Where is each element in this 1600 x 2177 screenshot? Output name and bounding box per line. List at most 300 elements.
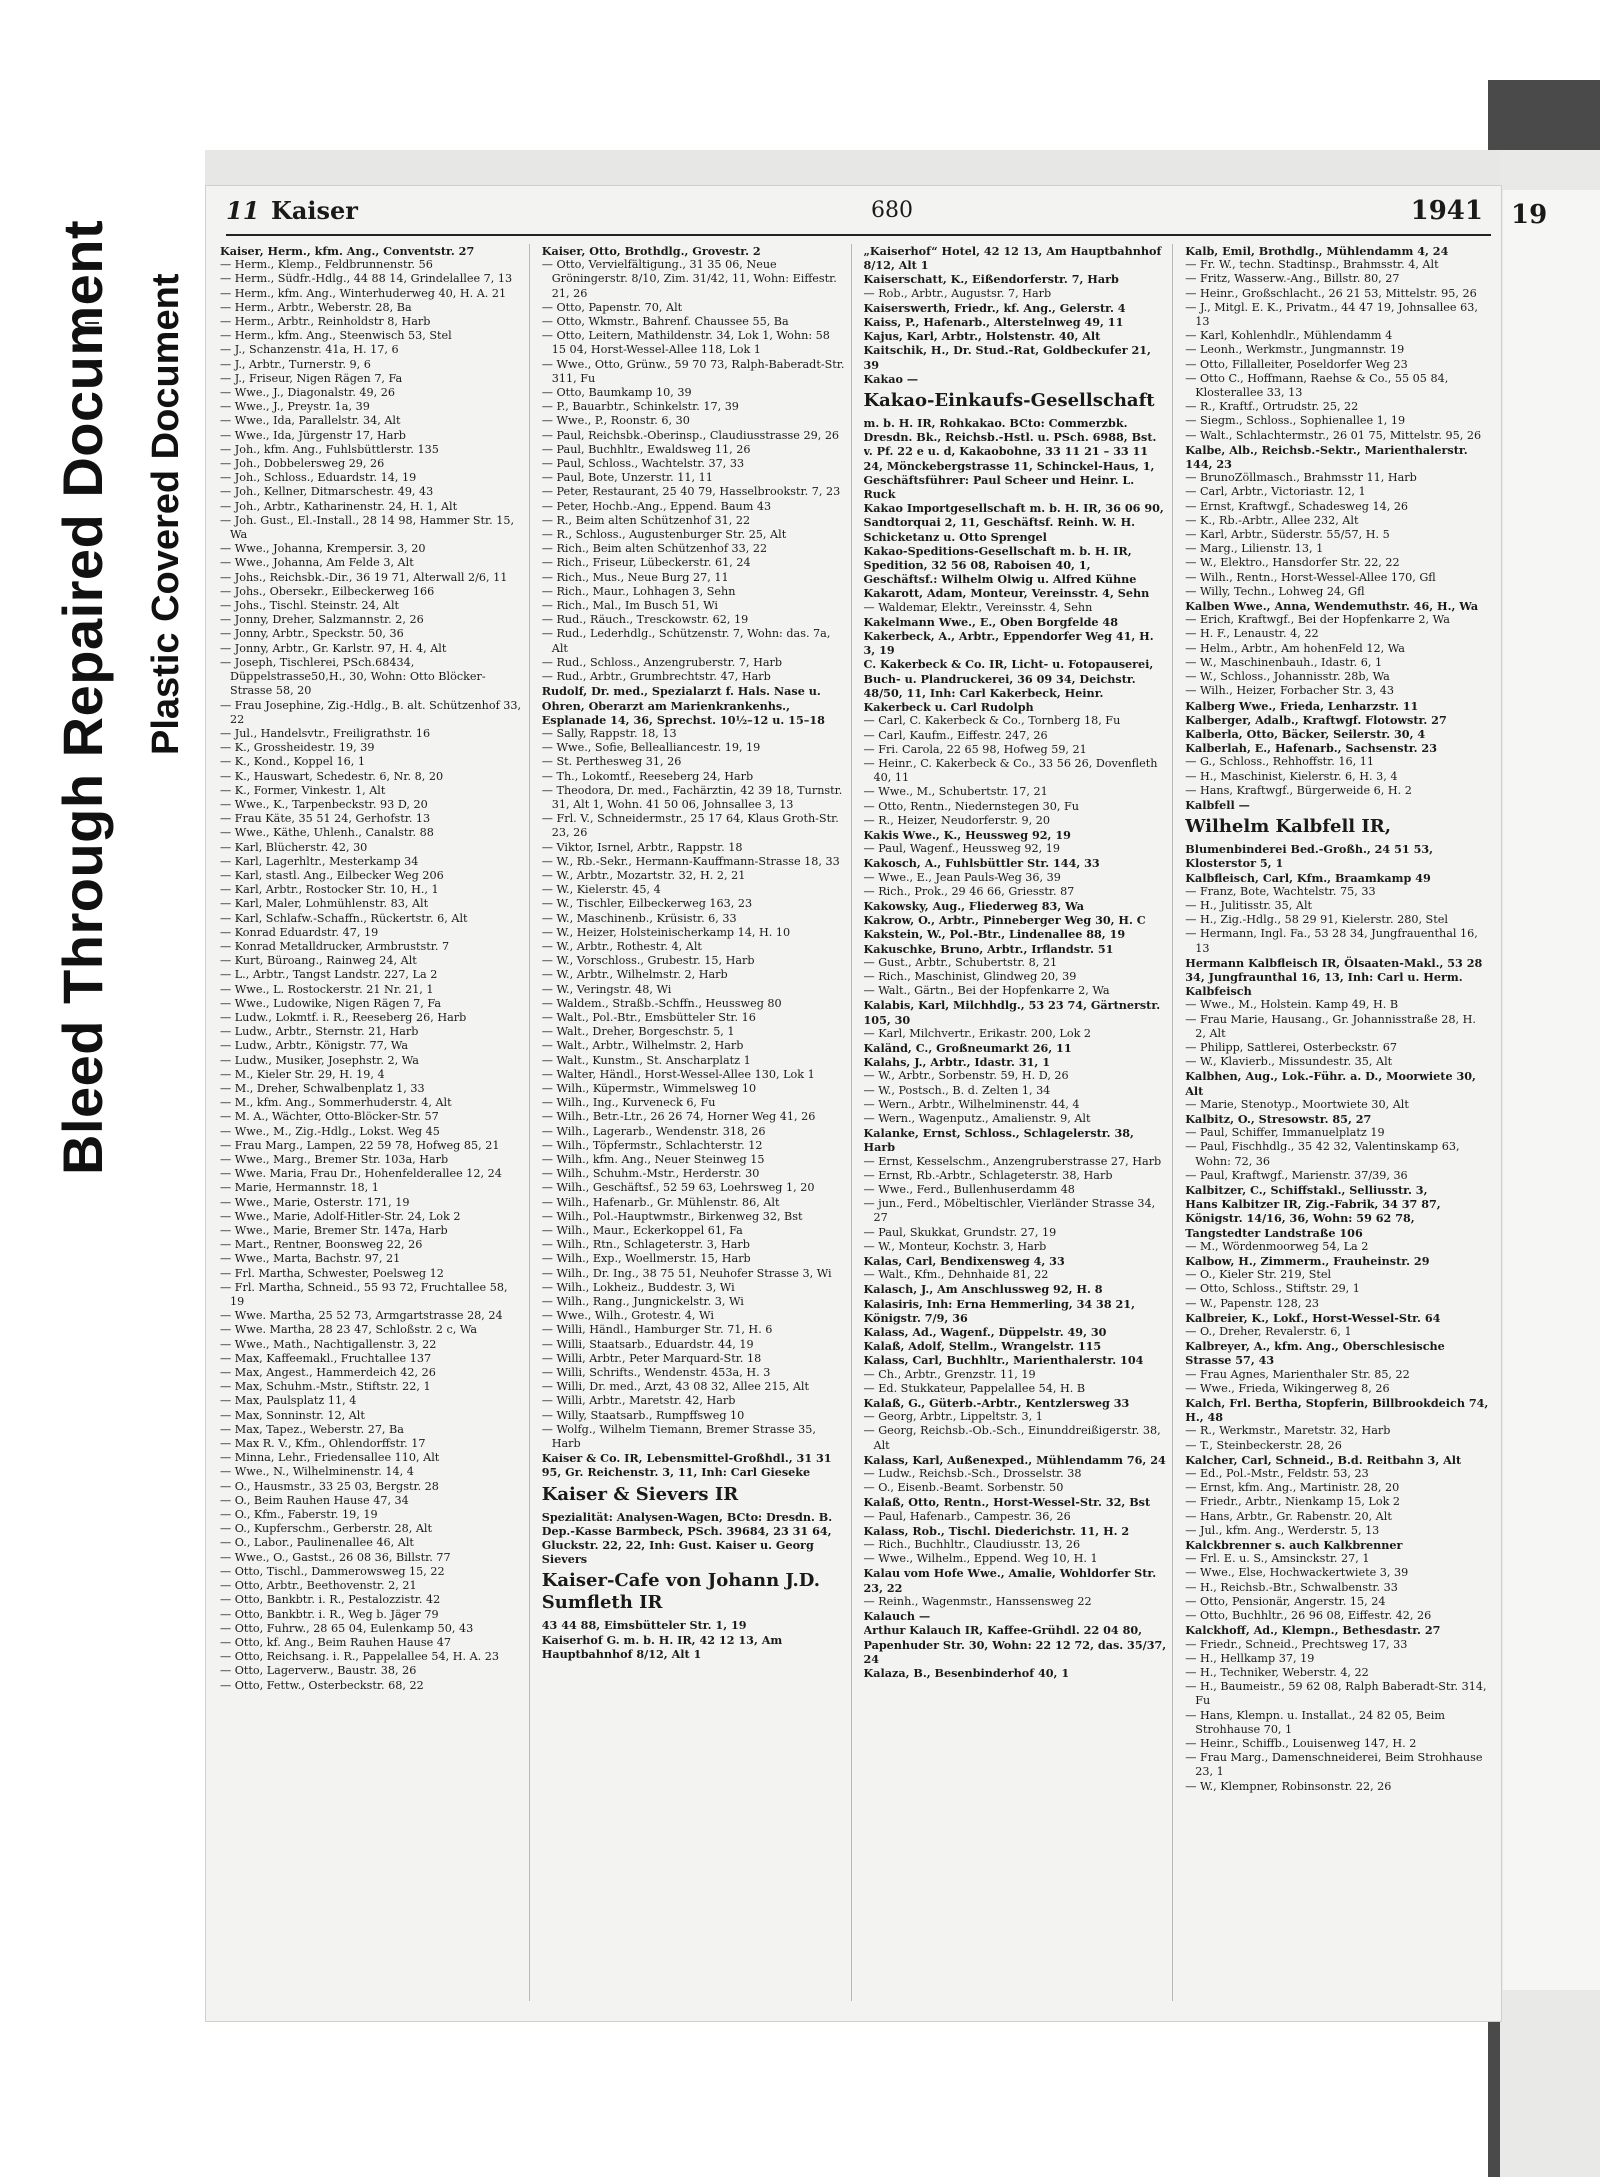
directory-entry: Kalbow, H., Zimmerm., Frauheinstr. 29 — [1185, 1254, 1430, 1269]
directory-entry: — Wilh., kfm. Ang., Neuer Steinweg 15 — [541, 1153, 765, 1166]
directory-columns — [220, 244, 1495, 2001]
directory-entry: — Ludw., Reichsb.-Sch., Drosselstr. 38 — [863, 1467, 1082, 1481]
directory-entry: — L., Arbtr., Tangst Landstr. 227, La 2 — [220, 968, 438, 982]
directory-entry: — Otto, Bankbtr. i. R., Pestalozzistr. 42 — [220, 1593, 441, 1607]
directory-entry: — Walt., Dreher, Borgeschstr. 5, 1 — [541, 1025, 735, 1039]
directory-entry: Kalbfell — — [1185, 797, 1250, 812]
directory-entry: — Wilh., Küpermstr., Wimmelsweg 10 — [541, 1081, 757, 1095]
directory-entry: — Friedr., Arbtr., Nienkamp 15, Lok 2 — [1185, 1495, 1401, 1509]
directory-entry: Kaiser & Co. IR, Lebensmittel-Großhdl., 31 31 95, Gr. Reichenstr. 3, 11, Inh: Carl Gieseke — [541, 1451, 832, 1480]
directory-entry: — Walt., Pol.-Btr., Emsbütteler Str. 16 — [541, 1010, 756, 1024]
directory-entry: Blumenbinderei Bed.-Großh., 24 51 53, Klosterstor 5, 1 — [1185, 842, 1434, 871]
directory-entry: Kakelmann Wwe., E., Oben Borgfelde 48 — [863, 614, 1118, 629]
directory-entry: — Ernst, Rb.-Arbtr., Schlageterstr. 38, Harb — [863, 1168, 1113, 1182]
directory-entry: Kaiser, Otto, Brothdlg., Grovestr. 2 — [541, 244, 761, 258]
directory-entry: — Herm., kfm. Ang., Steenwisch 53, Stel — [220, 329, 452, 343]
directory-entry: — Frl. V., Schneidermstr., 25 17 64, Klaus Groth-Str. 23, 26 — [541, 812, 839, 840]
directory-entry: Kalaß, Adolf, Stellm., Wrangelstr. 115 — [863, 1339, 1102, 1354]
directory-entry: — Rich., Mus., Neue Burg 27, 11 — [541, 570, 729, 584]
directory-column-3 — [864, 244, 1174, 2001]
directory-entry: — Frau Käte, 35 51 24, Gerhofstr. 13 — [220, 812, 431, 826]
directory-entry: — Willi, Staatsarb., Eduardstr. 44, 19 — [541, 1337, 754, 1351]
directory-entry: — G., Schloss., Rehhoffstr. 16, 11 — [1185, 755, 1374, 769]
directory-entry: — Wwe., Wilh., Grotestr. 4, Wi — [541, 1309, 714, 1323]
directory-entry: — Walt., Gärtn., Bei der Hopfenkarre 2, Wa — [863, 984, 1110, 998]
directory-entry: — Kurt, Büroang., Rainweg 24, Alt — [220, 954, 417, 968]
directory-entry: — Willy, Techn., Lohweg 24, Gfl — [1185, 584, 1365, 598]
directory-entry: Kakis Wwe., K., Heussweg 92, 19 — [863, 827, 1071, 842]
directory-entry: — jun., Ferd., Möbeltischler, Vierländer Strasse 34, 27 — [863, 1197, 1156, 1225]
directory-entry: — Ch., Arbtr., Grenzstr. 11, 19 — [863, 1367, 1036, 1381]
directory-entry: — H., Julitisstr. 35, Alt — [1185, 898, 1313, 912]
directory-entry: — Otto, kf. Ang., Beim Rauhen Hause 47 — [220, 1635, 452, 1649]
directory-entry: — R., Beim alten Schützenhof 31, 22 — [541, 513, 751, 527]
directory-entry: — Frau Josephine, Zig.-Hdlg., B. alt. Schützenhof 33, 22 — [220, 698, 522, 726]
directory-entry: — Gust., Arbtr., Schubertstr. 8, 21 — [863, 955, 1058, 969]
directory-entry: — Karl, Maler, Lohmühlenstr. 83, Alt — [220, 897, 429, 911]
directory-entry: — Wwe., Else, Hochwackertwiete 3, 39 — [1185, 1566, 1409, 1580]
directory-entry: — Ludw., Lokmtf. i. R., Reeseberg 26, Harb — [220, 1010, 467, 1024]
directory-entry: Kaiser & Sievers IR — [541, 1483, 739, 1505]
directory-entry: — O., Eisenb.-Beamt. Sorbenstr. 50 — [863, 1481, 1064, 1495]
directory-entry: — Fritz, Wasserw.-Ang., Billstr. 80, 27 — [1185, 272, 1400, 286]
directory-column-2 — [542, 244, 852, 2001]
directory-entry: — Paul, Schiffer, Immanuelplatz 19 — [1185, 1126, 1385, 1140]
directory-entry: — Wilh., Betr.-Ltr., 26 26 74, Horner Weg 41, 26 — [541, 1110, 816, 1124]
directory-entry: — Wwe., M., Zig.-Hdlg., Lokst. Weg 45 — [220, 1124, 440, 1138]
directory-entry: — Wilh., Rentn., Horst-Wessel-Allee 170, Gfl — [1185, 570, 1436, 584]
directory-entry: — Otto, Vervielfältigung., 31 35 06, Neue Gröningerstr. 8/10, Zim. 31/42, 11, Wohn: Eiffestr. 21, 26 — [541, 258, 837, 300]
directory-entry: — Herm., Arbtr., Weberstr. 28, Ba — [220, 300, 412, 314]
directory-entry: — Wilh., Ing., Kurveneck 6, Fu — [541, 1096, 716, 1110]
directory-entry: — Jul., kfm. Ang., Werderstr. 5, 13 — [1185, 1523, 1380, 1537]
directory-entry: — Otto, Arbtr., Beethovenstr. 2, 21 — [220, 1579, 417, 1593]
directory-entry: Kalberla, Otto, Bäcker, Seilerstr. 30, 4 — [1185, 726, 1426, 741]
directory-entry: — Frl. E. u. S., Amsinckstr. 27, 1 — [1185, 1552, 1370, 1566]
directory-entry: — Carl, C. Kakerbeck & Co., Tornberg 18, Fu — [863, 714, 1121, 728]
directory-entry: — W., Monteur, Kochstr. 3, Harb — [863, 1239, 1047, 1253]
directory-entry: Kalaß, Otto, Rentn., Horst-Wessel-Str. 32, Bst — [863, 1495, 1151, 1510]
directory-entry: — Karl, Kohlenhdlr., Mühlendamm 4 — [1185, 329, 1393, 343]
directory-entry: — Wwe., Johanna, Am Felde 3, Alt — [220, 556, 414, 570]
directory-page — [205, 185, 1502, 2022]
directory-entry: — W., Klavierb., Missundestr. 35, Alt — [1185, 1055, 1393, 1069]
directory-entry: — W., Papenstr. 128, 23 — [1185, 1296, 1320, 1310]
directory-entry: — W., Arbtr., Wilhelmstr. 2, Harb — [541, 968, 728, 982]
directory-entry: — K., Grossheidestr. 19, 39 — [220, 741, 375, 755]
directory-entry: — Marie, Stenotyp., Moortwiete 30, Alt — [1185, 1097, 1409, 1111]
directory-entry: Kalbhen, Aug., Lok.-Führ. a. D., Moorwiete 30, Alt — [1185, 1069, 1476, 1098]
page-number: 680 — [871, 198, 913, 223]
directory-entry: — Heinr., C. Kakerbeck & Co., 33 56 26, Dovenfleth 40, 11 — [863, 756, 1158, 785]
directory-entry: Kalbe, Alb., Reichsb.-Sektr., Marienthalerstr. 144, 23 — [1185, 442, 1468, 472]
directory-entry: — W., Postsch., B. d. Zelten 1, 34 — [863, 1083, 1051, 1097]
directory-entry: — Otto, Tischl., Dammerowsweg 15, 22 — [220, 1564, 445, 1578]
directory-entry: Rudolf, Dr. med., Spezialarzt f. Hals. Nase u. Ohren, Oberarzt am Marienkrankenhs., Esplanade 14, 36, Sprechst. 10½–12 u. 15–18 — [541, 684, 825, 727]
directory-entry: — O., Hausmstr., 33 25 03, Bergstr. 28 — [220, 1479, 439, 1493]
directory-entry: — Max R. V., Kfm., Ohlendorffstr. 17 — [220, 1437, 426, 1451]
directory-entry: — Wwe., Ida, Jürgenstr 17, Harb — [220, 428, 406, 442]
directory-entry: — Wwe. Martha, 25 52 73, Armgartstrasse 28, 24 — [220, 1309, 503, 1323]
directory-entry: — Wern., Wagenputz., Amalienstr. 9, Alt — [863, 1111, 1091, 1125]
directory-entry: Kajus, Karl, Arbtr., Holstenstr. 40, Alt — [863, 329, 1101, 344]
directory-entry: Kalasch, J., Am Anschlussweg 92, H. 8 — [863, 1282, 1103, 1297]
directory-entry: — Rud., Lederhdlg., Schützenstr. 7, Wohn: das. 7a, Alt — [541, 627, 831, 655]
directory-entry: — Joseph, Tischlerei, PSch.68434, Düppelstrasse50,H., 30, Wohn: Otto Blöcker-Strasse 58, 20 — [220, 655, 486, 698]
directory-entry: — Johs., Tischl. Steinstr. 24, Alt — [220, 599, 400, 613]
directory-entry: — H., Baumeistr., 59 62 08, Ralph Baberadt-Str. 314, Fu — [1185, 1680, 1487, 1708]
directory-entry: — Fri. Carola, 22 65 98, Hofweg 59, 21 — [863, 742, 1087, 756]
directory-entry: — Carl, Arbtr., Victoriastr. 12, 1 — [1185, 485, 1366, 499]
directory-entry: Kalbitzer, C., Schiffstakl., Selliusstr. 3, — [1185, 1183, 1428, 1197]
directory-entry: — Otto, Wkmstr., Bahrenf. Chaussee 55, Ba — [541, 315, 789, 329]
directory-column-1 — [220, 244, 530, 2001]
directory-entry: m. b. H. IR, Rohkakao. BCto: Commerzbk. Dresdn. Bk., Reichsb.-Hstl. u. PSch. 6988, Bst. v. Pf. 22 e u. d, Kakaobohne, 33 11 21 – 33 11 24, Mönckebergstrasse 11, Schinckel-Haus, 1, Geschäftsführer: Paul Scheer und Heinr. L. Ruck — [863, 416, 1157, 502]
directory-entry: — O., Labor., Paulinenallee 46, Alt — [220, 1536, 414, 1550]
directory-entry: — Mart., Rentner, Boonsweg 22, 26 — [220, 1238, 423, 1252]
directory-entry: Kaiss, P., Hafenarb., Alterstelnweg 49, 11 — [863, 315, 1124, 330]
directory-entry: — Georg, Reichsb.-Ob.-Sch., Einunddreißigerstr. 38, Alt — [863, 1424, 1161, 1452]
directory-entry: — Paul, Hafenarb., Campestr. 36, 26 — [863, 1509, 1071, 1523]
directory-entry: — Joh., Schloss., Eduardstr. 14, 19 — [220, 471, 417, 485]
directory-entry: — J., Friseur, Nigen Rägen 7, Fa — [220, 371, 403, 385]
directory-entry: — W., Tischler, Eilbeckerweg 163, 23 — [541, 897, 753, 911]
directory-entry: — Karl, stastl. Ang., Eilbecker Weg 206 — [220, 868, 444, 882]
directory-entry: Kaiserschatt, K., Eißendorferstr. 7, Harb — [863, 272, 1119, 287]
directory-entry: — BrunoZöllmasch., Brahmsstr 11, Harb — [1185, 471, 1417, 485]
directory-entry: — Rob., Arbtr., Augustsr. 7, Harb — [863, 286, 1052, 300]
directory-entry: — H., Techniker, Weberstr. 4, 22 — [1185, 1665, 1369, 1679]
directory-entry: — Wolfg., Wilhelm Tiemann, Bremer Strasse 35, Harb — [541, 1422, 816, 1451]
directory-entry: — Wwe., J., Preystr. 1a, 39 — [220, 400, 370, 414]
directory-entry: — Ludw., Arbtr., Königstr. 77, Wa — [220, 1039, 409, 1053]
directory-entry: — Karl, Blücherstr. 42, 30 — [220, 840, 368, 854]
directory-entry: Kaländ, C., Großneumarkt 26, 11 — [863, 1040, 1072, 1055]
directory-entry: — Minna, Lehr., Friedensallee 110, Alt — [220, 1451, 440, 1465]
directory-entry: Kalass, Carl, Buchhltr., Marienthalerstr. 104 — [863, 1353, 1144, 1368]
directory-entry: — Wern., Arbtr., Wilhelminenstr. 44, 4 — [863, 1097, 1080, 1111]
directory-entry: — Joh. Gust., El.-Install., 28 14 98, Hammer Str. 15, Wa — [220, 513, 515, 542]
directory-entry: — Friedr., Schneid., Prechtsweg 17, 33 — [1185, 1637, 1408, 1651]
directory-entry: — Wilh., Lokheiz., Buddestr. 3, Wi — [541, 1280, 735, 1294]
directory-entry: — Walt., Schlachtermstr., 26 01 75, Mittelstr. 95, 26 — [1185, 428, 1482, 442]
directory-entry: — Peter, Hochb.-Ang., Eppend. Baum 43 — [541, 499, 772, 513]
directory-entry: — Konrad Metalldrucker, Armbruststr. 7 — [220, 939, 450, 953]
directory-entry: — Otto, Baumkamp 10, 39 — [541, 386, 692, 400]
directory-entry: C. Kakerbeck & Co. IR, Licht- u. Fotopauserei, Buch- u. Plandruckerei, 36 09 34, Deichstr. 48/50, 11, Inh: Carl Kakerbeck, Heinr. Kakerbeck u. Carl Rudolph — [863, 657, 1154, 715]
directory-entry: — R., Werkmstr., Maretstr. 32, Harb — [1185, 1424, 1391, 1438]
directory-entry: — Wilh., Heizer, Forbacher Str. 3, 43 — [1185, 684, 1394, 698]
directory-entry: Kalbreier, K., Lokf., Horst-Wessel-Str. 64 — [1185, 1310, 1441, 1325]
directory-entry: — Wilh., Geschäftsf., 52 59 63, Loehrsweg 1, 20 — [541, 1181, 815, 1195]
directory-entry: Kalbitz, O., Stresowstr. 85, 27 — [1185, 1111, 1372, 1126]
directory-entry: — W., Klempner, Robinsonstr. 22, 26 — [1185, 1779, 1392, 1793]
directory-entry: — Otto, Leitern, Mathildenstr. 34, Lok 1, Wohn: 58 15 04, Horst-Wessel-Allee 118, Lok 1 — [541, 329, 830, 357]
directory-entry: — Wwe., Johanna, Krempersir. 3, 20 — [220, 542, 426, 556]
directory-entry: — H., Maschinist, Kielerstr. 6, H. 3, 4 — [1185, 769, 1398, 783]
directory-entry: — Rich., Friseur, Lübeckerstr. 61, 24 — [541, 556, 751, 570]
directory-entry: Kalauch — — [863, 1609, 931, 1624]
directory-entry: — Th., Lokomtf., Reeseberg 24, Harb — [541, 769, 754, 783]
directory-entry: Kakrow, O., Arbtr., Pinneberger Weg 30, H. C — [863, 913, 1146, 928]
directory-entry: — Rich., Mal., Im Busch 51, Wi — [541, 599, 719, 613]
directory-entry: — Otto, Fillalleiter, Poseldorfer Weg 23 — [1185, 357, 1408, 371]
directory-entry: — Karl, Lagerhltr., Mesterkamp 34 — [220, 854, 419, 868]
directory-entry: — Max, Kaffeemakl., Fruchtallee 137 — [220, 1351, 432, 1365]
directory-entry: — Wilh., Pol.-Hauptwmstr., Birkenweg 32, Bst — [541, 1209, 803, 1223]
directory-entry: — M., Kieler Str. 29, H. 19, 4 — [220, 1067, 385, 1081]
directory-entry: — Wwe., Ludowike, Nigen Rägen 7, Fa — [220, 996, 442, 1010]
directory-entry: — W., Schloss., Johannisstr. 28b, Wa — [1185, 670, 1390, 684]
directory-entry: — W., Veringstr. 48, Wi — [541, 982, 672, 996]
directory-entry: — Otto, Fuhrw., 28 65 04, Eulenkamp 50, 43 — [220, 1621, 474, 1635]
directory-entry: — Konrad Eduardstr. 47, 19 — [220, 925, 379, 939]
directory-entry: — R., Schloss., Augustenburger Str. 25, Alt — [541, 528, 787, 542]
directory-entry: Kalaß, G., Güterb.-Arbtr., Kentzlersweg 33 — [863, 1396, 1130, 1411]
directory-entry: — W., Arbtr., Sorbenstr. 59, H. D, 26 — [863, 1069, 1069, 1083]
directory-entry: — Rich., Beim alten Schützenhof 33, 22 — [541, 542, 768, 556]
directory-entry: — Jonny, Arbtr., Gr. Karlstr. 97, H. 4, Alt — [220, 641, 447, 655]
directory-entry: — Max, Schuhm.-Mstr., Stiftstr. 22, 1 — [220, 1380, 431, 1394]
directory-entry: — Johs., Reichsbk.-Dir., 36 19 71, Alterwall 2/6, 11 — [220, 570, 508, 584]
directory-entry: Kalben Wwe., Anna, Wendemuthstr. 46, H., Wa — [1185, 599, 1479, 614]
directory-entry: — K., Former, Vinkestr. 1, Alt — [220, 783, 386, 797]
directory-entry: — Max, Sonninstr. 12, Alt — [220, 1408, 365, 1422]
directory-entry: — Frau Agnes, Marienthaler Str. 85, 22 — [1185, 1367, 1410, 1381]
directory-entry: — Joh., Arbtr., Katharinenstr. 24, H. 1, Alt — [220, 499, 458, 513]
directory-entry: — Karl, Arbtr., Süderstr. 55/57, H. 5 — [1185, 528, 1390, 542]
directory-entry: — O., Kupferschm., Gerberstr. 28, Alt — [220, 1522, 433, 1536]
directory-entry: Kakuschke, Bruno, Arbtr., Irflandstr. 51 — [863, 941, 1114, 956]
directory-entry: Kalahs, J., Arbtr., Idastr. 31, 1 — [863, 1055, 1050, 1070]
directory-entry: — Marg., Lilienstr. 13, 1 — [1185, 542, 1324, 556]
page-shadow-top — [205, 150, 1500, 185]
directory-entry: — Willy, Staatsarb., Rumpffsweg 10 — [541, 1408, 745, 1422]
directory-entry: — Wilh., Exp., Woellmerstr. 15, Harb — [541, 1252, 751, 1266]
directory-entry: — Wwe., Ida, Parallelstr. 34, Alt — [220, 414, 401, 428]
directory-entry: — Joh., Dobbelersweg 29, 26 — [220, 457, 385, 471]
directory-entry: — Ed. Stukkateur, Pappelallee 54, H. B — [863, 1381, 1086, 1395]
directory-entry: Kalass, Rob., Tischl. Diederichstr. 11, H. 2 — [863, 1523, 1130, 1538]
directory-entry: — Frl. Martha, Schneid., 55 93 72, Fruchtallee 58, 19 — [220, 1280, 508, 1309]
directory-entry: — Theodora, Dr. med., Fachärztin, 42 39 18, Turnstr. 31, Alt 1, Wohn. 41 50 06, Johnsallee 3, 13 — [541, 783, 843, 811]
directory-entry: Kalcher, Carl, Schneid., B.d. Reitbahn 3, Alt — [1185, 1452, 1462, 1467]
directory-entry: — Wwe., Sofie, Bellealliancestr. 19, 19 — [541, 741, 761, 755]
directory-entry: — Otto C., Hoffmann, Raehse & Co., 55 05 84, Klosterallee 33, 13 — [1185, 371, 1449, 400]
directory-entry: — Paul, Reichsbk.-Oberinsp., Claudiusstrasse 29, 26 — [541, 428, 840, 442]
directory-entry: 43 44 88, Eimsbütteler Str. 1, 19 — [541, 1618, 747, 1633]
directory-entry: — Erich, Kraftwgf., Bei der Hopfenkarre 2, Wa — [1185, 613, 1450, 627]
directory-entry: — Wwe., Ferd., Bullenhuserdamm 48 — [863, 1183, 1075, 1196]
directory-entry: — R., Kraftf., Ortrudstr. 25, 22 — [1185, 400, 1359, 414]
directory-entry: — K., Rb.-Arbtr., Allee 232, Alt — [1185, 513, 1359, 527]
directory-entry: — Jonny, Dreher, Salzmannstr. 2, 26 — [220, 613, 424, 627]
directory-entry: — J., Schanzenstr. 41a, H. 17, 6 — [220, 343, 399, 357]
directory-entry: — O., Dreher, Revalerstr. 6, 1 — [1185, 1325, 1352, 1339]
directory-entry: — Ed., Pol.-Mstr., Feldstr. 53, 23 — [1185, 1467, 1369, 1481]
directory-entry: — Walt., Kfm., Dehnhaide 81, 22 — [863, 1268, 1049, 1282]
directory-entry: — Rud., Arbtr., Grumbrechtstr. 47, Harb — [541, 670, 771, 684]
directory-entry: „Kaiserhof“ Hotel, 42 12 13, Am Hauptbahnhof 8/12, Alt 1 — [863, 244, 1162, 273]
directory-entry: — Paul, Schloss., Wachtelstr. 37, 33 — [541, 457, 745, 471]
directory-entry: Kakowsky, Aug., Fliederweg 83, Wa — [863, 898, 1084, 913]
directory-entry: — Otto, Fettw., Osterbeckstr. 68, 22 — [220, 1678, 424, 1692]
directory-entry: — J., Arbtr., Turnerstr. 9, 6 — [220, 357, 371, 371]
directory-entry: — W., Elektro., Hansdorfer Str. 22, 22 — [1185, 556, 1400, 570]
directory-entry: Kalaza, B., Besenbinderhof 40, 1 — [863, 1665, 1070, 1680]
directory-entry: — Willi, Händl., Hamburger Str. 71, H. 6 — [541, 1323, 773, 1337]
directory-entry: — Wwe., Otto, Grünw., 59 70 73, Ralph-Baberadt-Str. 311, Fu — [541, 357, 845, 385]
directory-entry: — Willi, Dr. med., Arzt, 43 08 32, Allee 215, Alt — [541, 1380, 809, 1394]
directory-entry: — Jul., Handelsvtr., Freiligrathstr. 16 — [220, 726, 431, 740]
directory-entry: — Helm., Arbtr., Am hohenFeld 12, Wa — [1185, 641, 1405, 655]
directory-entry: — Rich., Maschinist, Glindweg 20, 39 — [863, 969, 1077, 983]
directory-entry: Kakstein, W., Pol.-Btr., Lindenallee 88, 19 — [863, 927, 1126, 942]
directory-entry: — Ernst, kfm. Ang., Martinistr. 28, 20 — [1185, 1481, 1400, 1495]
directory-entry: Kaiser-Cafe von Johann J.D. Sumfleth IR — [541, 1570, 821, 1614]
directory-entry: — Wilh., Maur., Eckerkoppel 61, Fa — [541, 1224, 743, 1238]
directory-entry: — Willi, Arbtr., Maretstr. 42, Harb — [541, 1394, 736, 1408]
directory-entry: Kalas, Carl, Bendixensweg 4, 33 — [863, 1254, 1065, 1269]
directory-entry: — Rud., Räuch., Tresckowstr. 62, 19 — [541, 613, 749, 627]
scan-label-strip — [0, 0, 205, 2177]
directory-entry: — M., kfm. Ang., Sommerhuderstr. 4, Alt — [220, 1096, 452, 1110]
directory-entry: — Wwe., Marg., Bremer Str. 103a, Harb — [220, 1153, 449, 1166]
directory-entry: — Wwe. Maria, Frau Dr., Hohenfelderallee 12, 24 — [220, 1167, 502, 1181]
directory-entry: — K., Hauswart, Schedestr. 6, Nr. 8, 20 — [220, 769, 444, 783]
directory-entry: — Wilh., Schuhm.-Mstr., Herderstr. 30 — [541, 1167, 760, 1181]
directory-entry: Kalass, Karl, Außenexped., Mühlendamm 76, 24 — [863, 1452, 1166, 1467]
directory-entry: — Otto, Schloss., Stiftstr. 29, 1 — [1185, 1282, 1360, 1296]
directory-entry: — Peter, Restaurant, 25 40 79, Hasselbrookstr. 7, 23 — [541, 485, 841, 499]
directory-entry: Wilhelm Kalbfell IR, — [1185, 816, 1392, 838]
directory-entry: — K., Kond., Koppel 16, 1 — [220, 755, 365, 769]
directory-entry: — Willi, Arbtr., Peter Marquard-Str. 18 — [541, 1351, 762, 1365]
directory-entry: Kalberger, Adalb., Kraftwgf. Flotowstr. 27 — [1185, 712, 1447, 727]
directory-entry: — Waldemar, Elektr., Vereinsstr. 4, Sehn — [863, 600, 1093, 614]
directory-entry: — W., Rb.-Sekr., Hermann-Kauffmann-Strasse 18, 33 — [541, 854, 840, 868]
directory-entry: — Karl, Schlafw.-Schaffn., Rückertstr. 6, Alt — [220, 911, 468, 925]
directory-entry: — Heinr., Schiffb., Louisenweg 147, H. 2 — [1185, 1736, 1417, 1750]
directory-entry: — Wwe., L. Rostockerstr. 21 Nr. 21, 1 — [220, 982, 434, 996]
directory-entry: — Herm., kfm. Ang., Winterhuderweg 40, H. A. 21 — [220, 286, 507, 300]
directory-entry: — Frau Marg., Damenschneiderei, Beim Strohhause 23, 1 — [1185, 1751, 1483, 1779]
directory-entry: — Willi, Schrifts., Wendenstr. 453a, H. 3 — [541, 1366, 771, 1380]
directory-entry: — O., Beim Rauhen Hause 47, 34 — [220, 1493, 409, 1507]
directory-entry: — Marie, Hermannstr. 18, 1 — [220, 1181, 379, 1195]
directory-entry: — Wwe., M., Holstein. Kamp 49, H. B — [1185, 998, 1399, 1012]
directory-entry: — Philipp, Sattlerei, Osterbeckstr. 67 — [1185, 1040, 1397, 1054]
directory-entry: — M. A., Wächter, Otto-Blöcker-Str. 57 — [220, 1110, 439, 1124]
directory-entry: — Otto, Papenstr. 70, Alt — [541, 300, 683, 314]
directory-entry: Kalberg Wwe., Frieda, Lenharzstr. 11 — [1185, 698, 1419, 713]
directory-entry: — R., Heizer, Neudorferstr. 9, 20 — [863, 813, 1050, 827]
directory-entry: — Wwe., O., Gastst., 26 08 36, Billstr. 77 — [220, 1550, 451, 1564]
directory-entry: — Heinr., Großschlacht., 26 21 53, Mittelstr. 95, 26 — [1185, 286, 1477, 300]
directory-entry: — Rich., Maur., Lohhagen 3, Sehn — [541, 584, 736, 598]
directory-entry: — Wilh., Rang., Jungnickelstr. 3, Wi — [541, 1295, 744, 1309]
directory-entry: Kalb, Emil, Brothdlg., Mühlendamm 4, 24 — [1185, 244, 1449, 258]
directory-entry: — Wwe., Marie, Osterstr. 171, 19 — [220, 1195, 410, 1209]
directory-entry: — Frl. Martha, Schwester, Poelsweg 12 — [220, 1266, 444, 1280]
directory-entry: Spezialität: Analysen-Wagen, BCto: Dresdn. B. Dep.-Kasse Barmbeck, PSch. 39684, 23 31 64, Gluckstr. 22, 22, Inh: Gust. Kaiser u. Georg Sievers — [541, 1509, 833, 1567]
directory-entry: — Franz, Bote, Wachtelstr. 75, 33 — [1185, 884, 1376, 898]
directory-entry: — Leonh., Werkmstr., Jungmannstr. 19 — [1185, 343, 1405, 357]
label-plastic-covered: Plastic Covered Document — [145, 273, 187, 755]
directory-entry: Kalberlah, E., Hafenarb., Sachsenstr. 23 — [1185, 741, 1437, 756]
directory-entry: Kalckhoff, Ad., Klempn., Bethesdastr. 27 — [1185, 1623, 1441, 1638]
directory-entry: — Otto, Rentn., Niedernstegen 30, Fu — [863, 799, 1079, 813]
directory-entry: Kalau vom Hofe Wwe., Amalie, Wohldorfer Str. 23, 22 — [863, 1566, 1157, 1595]
directory-entry: — Fr. W., techn. Stadtinsp., Brahmsstr. 4, Alt — [1185, 258, 1439, 272]
directory-entry: Arthur Kalauch IR, Kaffee-Grühdl. 22 04 80, Papenhuder Str. 30, Wohn: 22 12 72, das. 35/37, 24 — [863, 1623, 1167, 1666]
directory-entry: — H., Reichsb.-Btr., Schwalbenstr. 33 — [1185, 1580, 1398, 1594]
directory-entry: Kaiserswerth, Friedr., kf. Ang., Gelerstr. 4 — [863, 300, 1126, 315]
directory-entry: — Paul, Wagenf., Heussweg 92, 19 — [863, 842, 1060, 856]
directory-entry: — W., Arbtr., Rothestr. 4, Alt — [541, 939, 702, 953]
directory-entry: — Paul, Fischhdlg., 35 42 32, Valentinskamp 63, Wohn: 72, 36 — [1185, 1140, 1460, 1168]
directory-entry: Kakosch, A., Fuhlsbüttler Str. 144, 33 — [863, 856, 1100, 871]
directory-entry: — H., Zig.-Hdlg., 58 29 91, Kielerstr. 280, Stel — [1185, 913, 1448, 927]
directory-entry: — Walt., Kunstm., St. Anscharplatz 1 — [541, 1053, 751, 1067]
directory-entry: — Johs., Obersekr., Eilbeckerweg 166 — [220, 584, 435, 598]
directory-entry: — Ernst, Kraftwgf., Schadesweg 14, 26 — [1185, 499, 1409, 513]
directory-entry: — W., Maschinenb., Krüsistr. 6, 33 — [541, 911, 737, 925]
directory-entry: — Wwe., Frieda, Wikingerweg 8, 26 — [1185, 1381, 1390, 1395]
directory-entry: — Ernst, Kesselschm., Anzengruberstrasse 27, Harb — [863, 1154, 1162, 1168]
directory-entry: — Paul, Kraftwgf., Marienstr. 37/39, 36 — [1185, 1168, 1408, 1182]
directory-entry: — Sally, Rappstr. 18, 13 — [541, 726, 677, 740]
directory-entry: Kakao — — [863, 371, 919, 386]
directory-entry: — Carl, Kaufm., Eiffestr. 247, 26 — [863, 728, 1048, 742]
directory-entry: Kakao Importgesellschaft m. b. H. IR, 36 06 90, Sandtorquai 2, 11, Geschäftsf. Reinh. W. H. Schicketanz u. Otto Sprengel — [863, 501, 1164, 544]
directory-entry: — Herm., Arbtr., Reinholdstr 8, Harb — [220, 315, 431, 329]
directory-entry: — Wwe., J., Diagonalstr. 49, 26 — [220, 386, 396, 400]
directory-entry: — Hans, Klempn. u. Installat., 24 82 05, Beim Strohhause 70, 1 — [1185, 1708, 1445, 1736]
directory-entry: — Frau Marg., Lampen, 22 59 78, Hofweg 85, 21 — [220, 1138, 500, 1152]
directory-entry: — P., Bauarbtr., Schinkelstr. 17, 39 — [541, 400, 739, 414]
directory-entry: — Wwe., N., Wilhelminenstr. 14, 4 — [220, 1465, 414, 1479]
directory-entry: — Paul, Buchhltr., Ewaldsweg 11, 26 — [541, 442, 751, 456]
adjacent-page-year: 19 — [1511, 200, 1548, 230]
directory-entry: — Frau Marie, Hausang., Gr. Johannisstraße 28, H. 2, Alt — [1185, 1012, 1476, 1040]
directory-entry: Kalbfleisch, Carl, Kfm., Braamkamp 49 — [1185, 870, 1431, 885]
directory-entry: — Otto, Lagerverw., Baustr. 38, 26 — [220, 1664, 417, 1678]
directory-entry: — J., Mitgl. E. K., Privatm., 44 47 19, Johnsallee 63, 13 — [1185, 300, 1478, 329]
directory-entry: — Max, Angest., Hammerdeich 42, 26 — [220, 1366, 436, 1380]
directory-entry: Kaitschik, H., Dr. Stud.-Rat, Goldbeckufer 21, 39 — [863, 343, 1151, 372]
directory-entry: — Herm., Klemp., Feldbrunnenstr. 56 — [220, 258, 433, 272]
directory-entry: — Jonny, Arbtr., Speckstr. 50, 36 — [220, 627, 404, 641]
directory-entry: Kalass, Ad., Wagenf., Düppelstr. 49, 30 — [863, 1325, 1107, 1340]
directory-entry: — Georg, Arbtr., Lippeltstr. 3, 1 — [863, 1410, 1043, 1424]
directory-entry: — Walter, Händl., Horst-Wessel-Allee 130, Lok 1 — [541, 1067, 815, 1081]
directory-entry: — Wilh., Hafenarb., Gr. Mühlenstr. 86, Alt — [541, 1195, 780, 1209]
directory-entry: — O., Kieler Str. 219, Stel — [1185, 1268, 1332, 1282]
directory-entry: Kalabis, Karl, Milchhdlg., 53 23 74, Gärtnerstr. 105, 30 — [863, 998, 1161, 1027]
directory-entry: — Wilh., Lagerarb., Wendenstr. 318, 26 — [541, 1124, 766, 1138]
directory-entry: Kaiser, Herm., kfm. Ang., Conventstr. 27 — [220, 244, 475, 258]
directory-entry: Kakao-Einkaufs-Gesellschaft — [863, 390, 1155, 412]
directory-entry: — Wwe., Marie, Bremer Str. 147a, Harb — [220, 1224, 448, 1238]
directory-entry: — Wwe., Marta, Bachstr. 97, 21 — [220, 1252, 401, 1266]
directory-entry: — M., Wördenmoorweg 54, La 2 — [1185, 1239, 1369, 1253]
page-header — [226, 194, 1491, 236]
directory-entry: — Reinh., Wagenmstr., Hanssensweg 22 — [863, 1594, 1092, 1608]
directory-entry: — Walt., Arbtr., Wilhelmstr. 2, Harb — [541, 1039, 744, 1053]
directory-entry: — W., Maschinenbauh., Idastr. 6, 1 — [1185, 655, 1383, 669]
directory-entry: — T., Steinbeckerstr. 28, 26 — [1185, 1438, 1342, 1452]
